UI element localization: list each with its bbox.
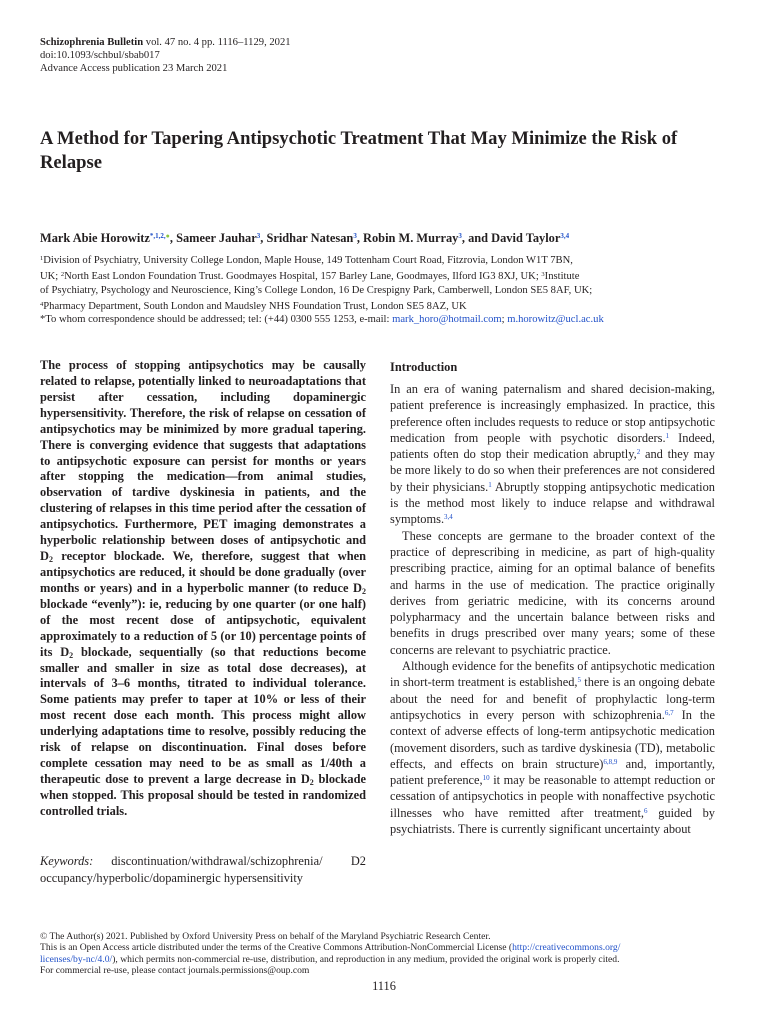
- author-name: Sameer Jauhar: [176, 231, 257, 245]
- abstract-text: blockade “evenly”): ie, reducing by one quarter (or one half) of the most recent dose of antipsychotic, equivalent approximately to a reduction of 5 (or 10) percentage points of its D: [40, 596, 366, 659]
- footer-text: This is an Open Access article distributed under the terms of the Creative Commons Attribution-NonCommercial License (: [40, 942, 513, 954]
- paragraph-text: Indeed, patients often do stop their medication abruptly,: [390, 430, 715, 462]
- author-name: Mark Abie Horowitz: [40, 231, 150, 245]
- copyright-footer: [40, 931, 730, 977]
- abstract-text: The process of stopping antipsychotics may be causally related to relapse, potentially linked to neuroadaptations that persist after cessation, including dopaminergic hypersensitivity. Therefore, the risk of relapse on cessation of antipsychotics may be minimized by more gradual tapering. There is converging evidence that suggests that adaptations to antipsychotic exposure can persist for months or years after stopping the medication—from animal studies, observation of tardive dyskinesia in patients, and the clustering of relapses in this time period after the cessation of antipsychotics. Furthermore, PET imaging demonstrates a hyperbolic relationship between doses of antipsychotic and D: [40, 358, 366, 564]
- paragraph-text: In an era of waning paternalism and shared decision-making, patient preference is increasingly emphasized. In practice, this preference often includes requests to reduce or stop antipsychotic medication from people with psychotic disorders.: [390, 382, 715, 445]
- section-heading: Introduction: [390, 360, 458, 374]
- reference-link[interactable]: 1: [488, 480, 492, 489]
- license-link[interactable]: http://creativecommons.org/: [512, 942, 621, 954]
- author-affil-sup[interactable]: 3: [256, 232, 261, 240]
- correspondence-text: *To whom correspondence should be addressed; tel: (+44) 0300 555 1253, e-mail:: [40, 314, 393, 325]
- article-title: A Method for Tapering Antipsychotic Treatment That May Minimize the Risk of Relapse: [40, 128, 678, 173]
- reference-link[interactable]: 6,7: [664, 708, 674, 717]
- footer-line: [40, 954, 730, 965]
- paragraph-text: In the context of adverse effects of long-term antipsychotic medication (movement disorders, such as tardive dyskinesia (TD), metabolic effects, and effects on brain structure): [390, 707, 716, 771]
- affiliation-text: UK;: [40, 271, 61, 282]
- reference-link[interactable]: 6,8,9: [603, 757, 618, 766]
- author-name: Sridhar Natesan: [266, 231, 354, 245]
- author-name: Robin M. Murray: [363, 231, 459, 245]
- affiliation-line: [40, 298, 740, 314]
- footer-text: ), which permits non-commercial re-use, distribution, and reproduction in any medium, provided the original work is properly cited.: [112, 953, 620, 965]
- paragraph: These concepts are germane to the broader context of the practice of deprescribing in medicine, as part of high-quality prescribing practice, aiming for an optimal balance of benefits and harms in the use of medication. The practice originally derives from geriatric medicine, with its concerns around polypharmacy and the uncertain balance between risks and benefits in drugs prescribed over many years; some of these concerns are relevant to psychiatric practice.: [390, 528, 715, 657]
- reference-link[interactable]: 3,4: [444, 513, 453, 522]
- author-separator: ,: [169, 231, 177, 245]
- affiliation-sup: 2: [60, 271, 65, 278]
- journal-volume: vol. 47 no. 4 pp. 1116–1129, 2021: [143, 37, 291, 48]
- affiliation-text: Institute: [544, 271, 580, 282]
- paragraph-text: Abruptly stopping antipsychotic medication is the method most likely to induce relapse and withdrawal symptoms.: [390, 479, 715, 527]
- affiliation-sup: 4: [40, 301, 44, 308]
- advance-access: Advance Access publication 23 March 2021: [40, 63, 228, 75]
- paragraph: [390, 381, 715, 528]
- reference-link[interactable]: 2: [636, 448, 641, 457]
- paragraph-text: and, importantly, patient preference,: [390, 756, 715, 788]
- reference-link[interactable]: 1: [665, 431, 670, 440]
- subscript: 2: [362, 586, 366, 596]
- footer-line: [40, 942, 730, 953]
- affiliation-sup: 3: [541, 271, 545, 278]
- journal-header: [40, 36, 291, 76]
- author-separator: , and: [461, 231, 492, 245]
- subscript: 2: [69, 650, 74, 660]
- abstract-text: receptor blockade. We, therefore, suggest that when antipsychotics are reduced, it should be done gradually (over months or years) and in a hyperbolic manner (to reduce D: [40, 549, 366, 595]
- author-affil-sup[interactable]: 3: [458, 232, 462, 240]
- affiliation-text: Pharmacy Department, South London and Maudsley NHS Foundation Trust, London SE5 8AZ, UK: [43, 301, 467, 312]
- journal-citation: [40, 36, 291, 49]
- paragraph: [390, 658, 715, 837]
- reference-link[interactable]: 6: [644, 806, 648, 815]
- doi: doi:10.1093/schbul/sbab017: [40, 50, 160, 62]
- paragraph-text: guided by psychiatrists. There is currently significant uncertainty about: [390, 805, 715, 837]
- reference-link[interactable]: 5: [577, 676, 581, 685]
- abstract-text: blockade when stopped. This proposal should be tested in randomized controlled trials.: [40, 771, 366, 818]
- footer-line: © The Author(s) 2021. Published by Oxford University Press on behalf of the Maryland Psychiatric Research Center.: [40, 931, 491, 942]
- email-link-2[interactable]: m.horowitz@ucl.ac.uk: [507, 314, 604, 325]
- keywords-text: discontinuation/withdrawal/schizophrenia/ D2 occupancy/hyperbolic/dopaminergic hypersensitivity: [40, 854, 366, 885]
- author-star[interactable]: *: [149, 232, 154, 240]
- affiliation-sup: 1: [40, 255, 44, 262]
- paragraph-text: Although evidence for the benefits of antipsychotic medication in short-term treatment is established,: [390, 659, 715, 690]
- author-affil-sup[interactable]: 3: [353, 232, 357, 240]
- affiliation-line: [40, 268, 740, 284]
- subscript: 2: [309, 777, 314, 787]
- page-number: 1116: [372, 979, 396, 993]
- paragraph-text: and they may be more likely to do so when their preferences are not considered by their physicians.: [390, 447, 715, 494]
- affiliation-text: North East London Foundation Trust. Goodmayes Hospital, 157 Barley Lane, Goodmayes, Ilford IG3 8XJ, UK;: [64, 271, 542, 282]
- keywords: [40, 853, 366, 887]
- email-link-1[interactable]: mark_horo@hotmail.com: [392, 314, 502, 325]
- license-link-cont[interactable]: licenses/by-nc/4.0/: [40, 953, 113, 965]
- reference-link[interactable]: 10: [482, 774, 490, 783]
- keywords-label: Keywords:: [40, 854, 94, 868]
- affiliation-text: Division of Psychiatry, University College London, Maple House, 149 Tottenham Court Road, Fitzrovia, London W1T 7BN,: [43, 255, 573, 266]
- author-affil-sup[interactable]: ,1,2,: [153, 232, 166, 240]
- affiliation-line: of Psychiatry, Psychology and Neuroscience, King’s College London, 16 De Crespigny Park, Camberwell, London SE5 8AF, UK;: [40, 285, 593, 296]
- footer-line: For commercial re-use, please contact journals.permissions@oup.com: [40, 965, 310, 977]
- author-separator: ,: [356, 231, 364, 245]
- affiliation-line: [40, 252, 740, 268]
- abstract-text: blockade, sequentially (so that reductions become smaller and smaller in size as total dose decreases), at intervals of 3–6 months, titrated to individual tolerance. Some patients may prefer to taper at 10% or less of their most recent dose each month. This process might allow underlying adaptations time to resolve, possibly reducing the risk of relapse on discontinuation. Final doses before complete cessation may need to be as small as 1/40th a therapeutic dose to prevent a large decrease in D: [40, 644, 367, 786]
- author-list: [40, 231, 740, 246]
- affiliations: [40, 252, 740, 314]
- author-name: David Taylor: [491, 231, 561, 245]
- paragraph-text: there is an ongoing debate about the need for and benefit of prophylactic long-term antipsychotics in every person with schizophrenia.: [390, 675, 715, 722]
- journal-name: Schizophrenia Bulletin: [40, 37, 144, 48]
- author-separator: ,: [260, 231, 267, 245]
- paragraph-text: it may be reasonable to attempt reduction or cessation of antipsychotics in people with nonaffective psychotic illnesses who have remitted after treatment,: [390, 773, 715, 820]
- orcid-icon[interactable]: ●: [165, 232, 170, 240]
- body-text: [390, 381, 715, 837]
- email-separator: ;: [501, 314, 508, 325]
- abstract: [40, 358, 366, 820]
- author-affil-sup[interactable]: 3,4: [560, 232, 570, 240]
- subscript: 2: [48, 555, 53, 565]
- correspondence: [40, 314, 740, 325]
